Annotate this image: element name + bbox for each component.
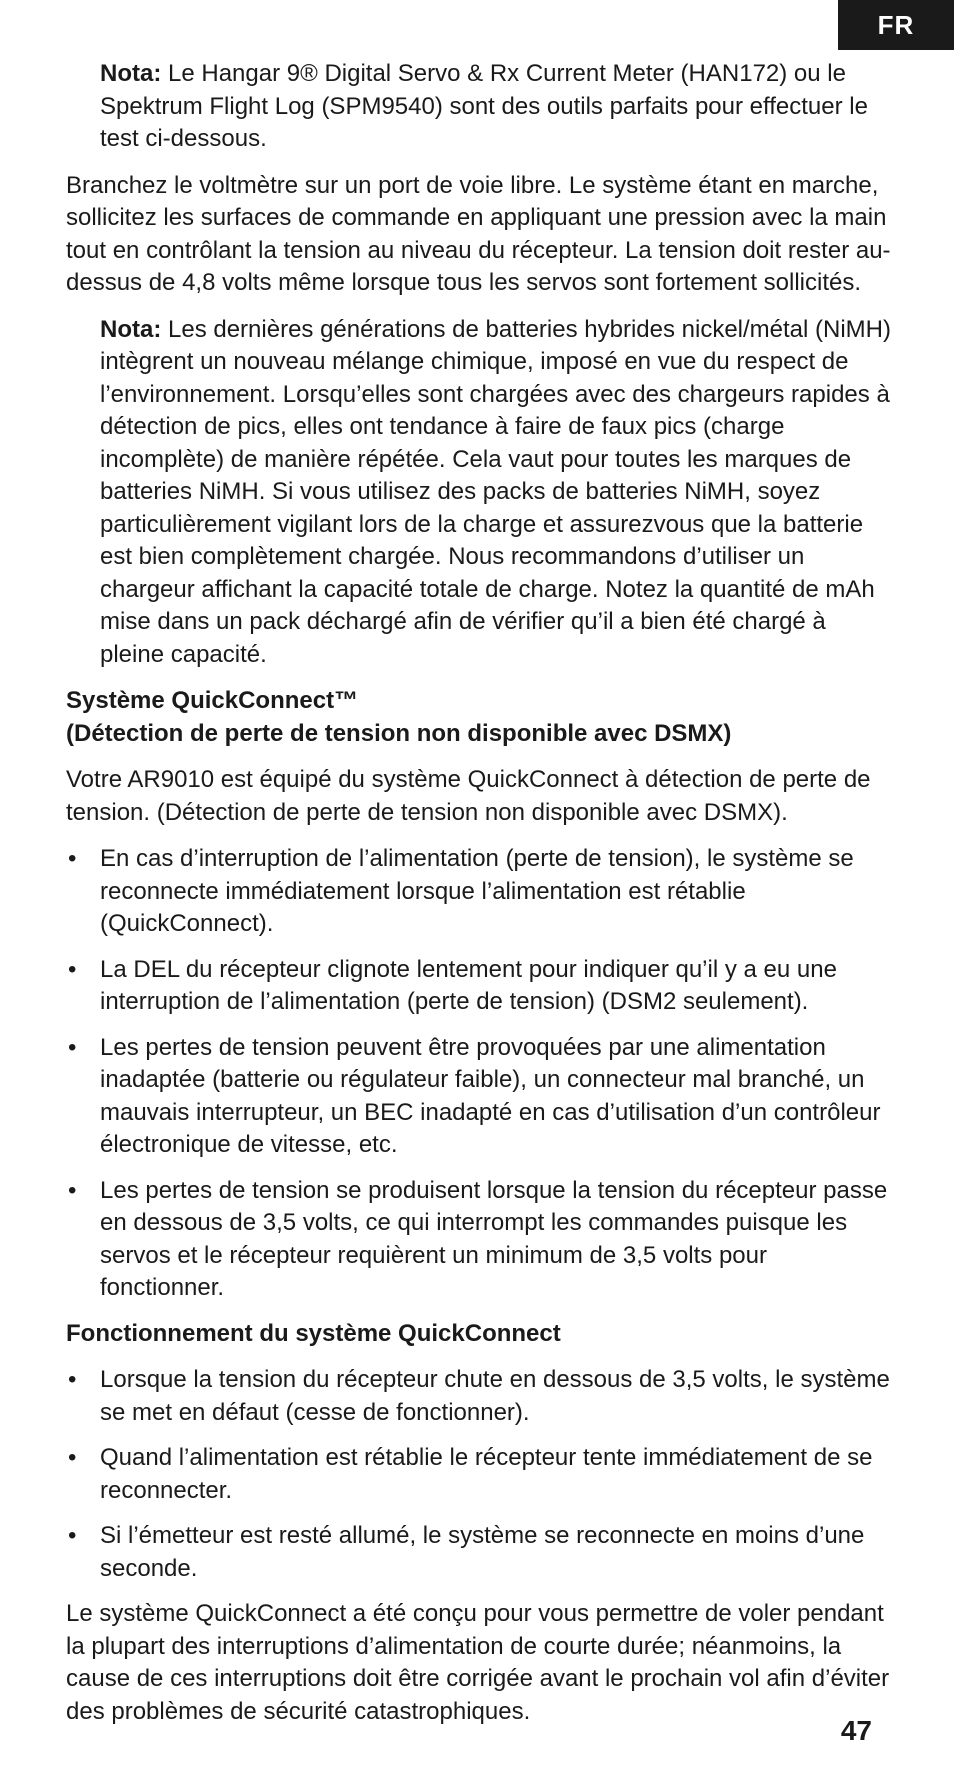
page-number: 47 [840, 1715, 872, 1746]
list-item [66, 954, 896, 1019]
heading-line-2: (Détection de perte de tension non disponible avec DSMX) [66, 719, 732, 747]
list-item-text: Les pertes de tension se produisent lorsque la tension du récepteur passe en dessous de 3,5 volts, ce qui interrompt les commandes puisque les servos et le récepteur requièrent un minimum de 3,5 volts pour fonctionner. [100, 1176, 888, 1301]
list-item-text: La DEL du récepteur clignote lentement pour indiquer qu’il y a eu une interruption de l’alimentation (perte de tension) (DSM2 seulement). [100, 955, 837, 1015]
bullet-icon: • [68, 1176, 77, 1204]
language-tab: FR [838, 0, 954, 50]
bullet-icon: • [68, 845, 77, 872]
list-item [66, 1364, 896, 1429]
note-nimh-batteries [100, 314, 896, 672]
bullet-icon: • [68, 1444, 77, 1471]
section-heading-quickconnect [66, 685, 896, 750]
note-label: Nota: [100, 60, 162, 87]
list-item [66, 1442, 896, 1507]
list-item-text: En cas d’interruption de l’alimentation (perte de tension), le système se reconnecte immédiatement lorsque l’alimentation est rétablie (QuickConnect). [100, 845, 854, 937]
bullet-icon: • [68, 1522, 77, 1549]
operation-bullet-list [66, 1364, 896, 1585]
quickconnect-bullet-list [66, 843, 896, 1305]
heading-line-1: Système QuickConnect™ [66, 687, 359, 714]
list-item [66, 1520, 896, 1585]
note-label: Nota: [100, 315, 162, 343]
bullet-icon: • [68, 1366, 77, 1393]
list-item [66, 843, 896, 941]
list-item-text: Les pertes de tension peuvent être provoquées par une alimentation inadaptée (batterie ou régulateur faible), un connecteur mal branché, un mauvais interrupteur, un BEC inadapté en cas d’utilisation d’un contrôleur électronique de vitesse, etc. [100, 1033, 881, 1158]
section-heading-operation: Fonctionnement du système QuickConnect [66, 1319, 561, 1347]
list-item [66, 1175, 896, 1305]
page-content [66, 58, 896, 1742]
bullet-icon: • [68, 1033, 77, 1061]
voltmeter-paragraph: Branchez le voltmètre sur un port de voie libre. Le système étant en marche, sollicitez les surfaces de commande en appliquant une pression avec la main tout en contrôlant la tension au niveau du récepteur. La tension doit rester au-dessus de 4,8 volts même lorsque tous les servos sont fortement sollicités. [66, 171, 891, 296]
closing-paragraph: Le système QuickConnect a été conçu pour vous permettre de voler pendant la plupart des interruptions d’alimentation de courte durée; néanmoins, la cause de ces interruptions doit être corrigée avant le prochain vol afin d’éviter des problèmes de sécurité catastrophiques. [66, 1600, 890, 1725]
list-item-text: Lorsque la tension du récepteur chute en dessous de 3,5 volts, le système se met en défaut (cesse de fonctionner). [100, 1366, 890, 1426]
list-item [66, 1032, 896, 1162]
bullet-icon: • [68, 955, 77, 983]
note-current-meter [100, 58, 896, 156]
note-text: Le Hangar 9® Digital Servo & Rx Current Meter (HAN172) ou le Spektrum Flight Log (SPM9540) sont des outils parfaits pour effectuer le test ci-dessous. [100, 60, 868, 152]
note-text: Les dernières générations de batteries hybrides nickel/métal (NiMH) intègrent un nouveau mélange chimique, imposé en vue du respect de l’environnement. Lorsqu’elles sont chargées avec des chargeurs rapides à détection de pics, elles ont tendance à faire de faux pics (charge incomplète) de manière répétée. Cela vaut pour toutes les marques de batteries NiMH. Si vous utilisez des packs de batteries NiMH, soyez particulièrement vigilant lors de la charge et assurezvous que la batterie est bien complètement chargée. Nous recommandons d’utiliser un chargeur affichant la capacité totale de charge. Notez la quantité de mAh mise dans un pack déchargé afin de vérifier qu’il a bien été chargé à pleine capacité. [100, 315, 891, 668]
list-item-text: Si l’émetteur est resté allumé, le système se reconnecte en moins d’une seconde. [100, 1522, 865, 1582]
list-item-text: Quand l’alimentation est rétablie le récepteur tente immédiatement de se reconnecter. [100, 1444, 873, 1504]
quickconnect-intro: Votre AR9010 est équipé du système QuickConnect à détection de perte de tension. (Détection de perte de tension non disponible avec DSMX). [66, 766, 871, 826]
